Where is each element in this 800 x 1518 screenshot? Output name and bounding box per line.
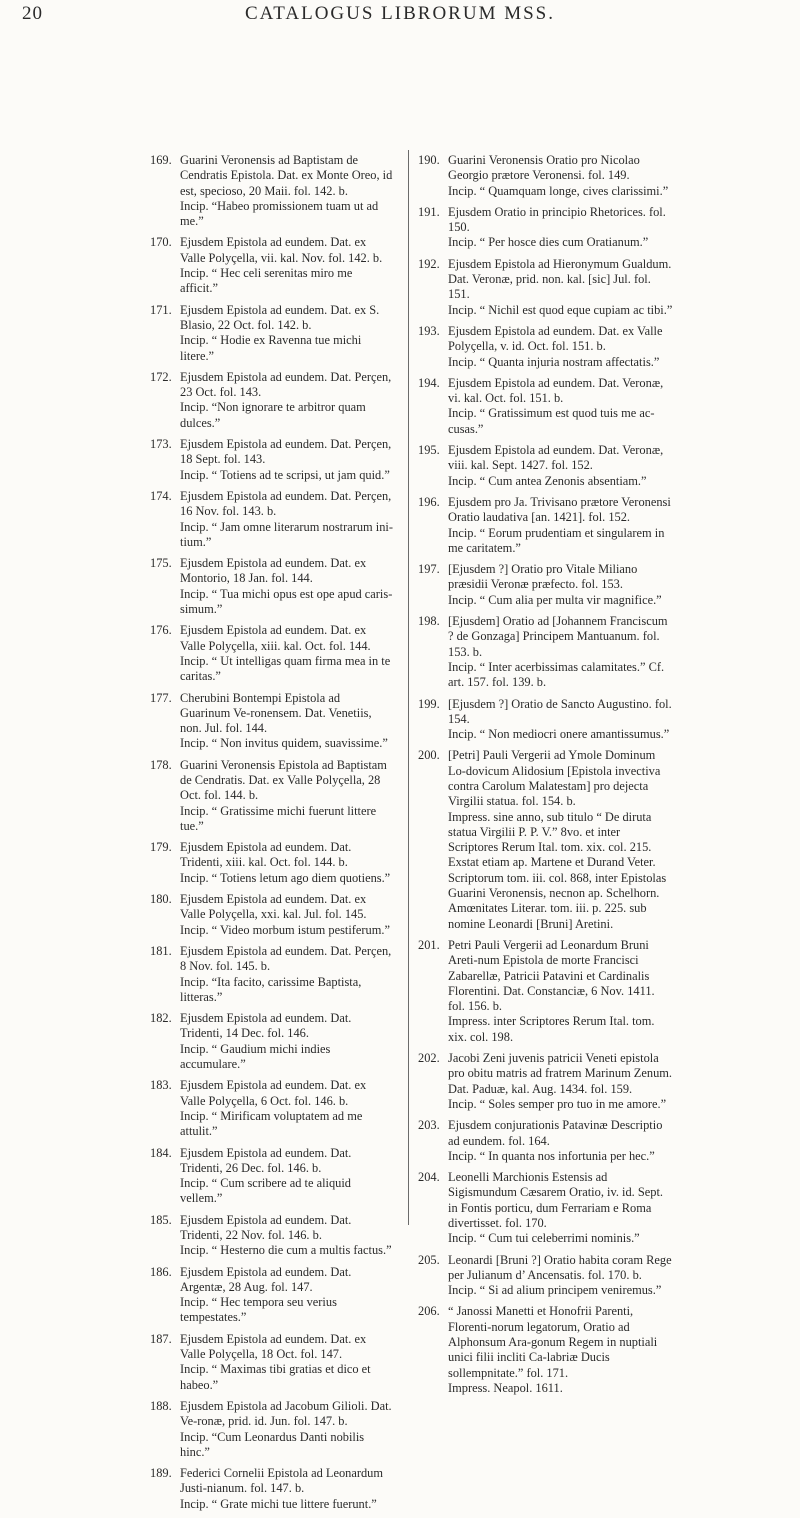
entry-number: 204.	[418, 1170, 440, 1185]
catalogue-entry	[150, 235, 393, 296]
entry-row	[418, 376, 673, 437]
entry-row	[150, 1265, 393, 1326]
entry-incipit: Incip. “ Non invitus quidem, suavissime.”	[180, 736, 388, 751]
entry-incipit: Incip. “ Hec tempora seu verius tempestates.”	[180, 1295, 337, 1325]
entry-body	[180, 556, 393, 617]
entry-incipit: Incip. “ Non mediocri onere amantissumus.”	[448, 727, 670, 742]
entry-body	[180, 758, 393, 834]
catalogue-entry	[150, 1146, 393, 1207]
entry-number: 189.	[150, 1466, 172, 1481]
entry-row	[150, 489, 393, 550]
entry-incipit: Incip. “ Mirificam voluptatem ad me attulit.”	[180, 1108, 363, 1139]
catalogue-entry	[150, 758, 393, 834]
entry-incipit: Incip. “ Jam omne literarum nostrarum ini-tium.”	[180, 519, 393, 549]
entry-description: Ejusdem Oratio in principio Rhetorices. fol. 150.	[448, 204, 666, 235]
entry-description: Ejusdem Epistola ad eundem. Dat. ex Montorio, 18 Jan. fol. 144.	[180, 556, 367, 586]
entry-body	[180, 1011, 393, 1072]
entry-row	[418, 748, 673, 932]
entry-number: 190.	[418, 153, 440, 167]
entry-number: 197.	[418, 562, 440, 577]
entry-body	[180, 1399, 393, 1460]
catalogue-entry	[150, 437, 393, 483]
entry-row	[418, 1253, 673, 1299]
entry-incipit: Incip. “ Cum antea Zenonis absentiam.”	[448, 473, 647, 488]
catalogue-entry	[150, 1213, 393, 1259]
catalogue-entry	[418, 748, 673, 932]
entry-description: Ejusdem Epistola ad eundem. Dat. ex Valle Polyçella, v. id. Oct. fol. 151. b.	[448, 323, 663, 354]
catalogue-entry	[418, 495, 673, 556]
entry-row	[150, 1399, 393, 1460]
entry-number: 192.	[418, 256, 440, 271]
catalogue-entry	[418, 1304, 673, 1396]
catalogue-entry	[418, 1253, 673, 1299]
entry-row	[150, 623, 393, 684]
entry-row	[150, 691, 393, 752]
entry-row	[418, 562, 673, 608]
entry-number: 205.	[418, 1252, 440, 1267]
entry-description: [Ejusdem ?] Oratio pro Vitale Miliano præsidii Veronæ præfecto. fol. 153.	[448, 562, 638, 592]
entry-number: 178.	[150, 757, 172, 772]
entry-incipit: Incip. “ Inter acerbissimas calamitates.” Cf. art. 157. fol. 139. b.	[448, 659, 665, 690]
entry-row	[150, 556, 393, 617]
entry-row	[150, 153, 393, 229]
catalogue-entry	[150, 1011, 393, 1072]
entry-number: 181.	[150, 943, 172, 958]
entry-body	[448, 205, 673, 251]
page-header	[0, 0, 800, 40]
entry-body	[180, 892, 393, 938]
entry-body	[448, 1253, 673, 1299]
entry-body	[448, 1304, 673, 1396]
entry-description: Ejusdem Epistola ad eundem. Dat. Perçen, 16 Nov. fol. 143. b.	[180, 488, 392, 519]
entry-description: Ejusdem Epistola ad eundem. Dat. Argentæ, 28 Aug. fol. 147.	[180, 1264, 352, 1294]
entry-row	[150, 1078, 393, 1139]
entry-description: Jacobi Zeni juvenis patricii Veneti epistola pro obitu matris ad fratrem Marinum Zenum. Dat. Paduæ, kal. Aug. 1434. fol. 159.	[448, 1051, 673, 1096]
entry-incipit: Incip. “ Nichil est quod eque cupiam ac tibi.”	[448, 302, 673, 317]
entry-number: 187.	[150, 1331, 172, 1346]
entry-body	[180, 489, 393, 550]
entry-row	[150, 303, 393, 364]
entry-number: 177.	[150, 690, 172, 705]
entry-body	[180, 1146, 393, 1207]
entry-description: Leonardi [Bruni ?] Oratio habita coram Rege per Julianum d’ Ancensatis. fol. 170. b.	[448, 1252, 672, 1282]
catalogue-entry	[418, 153, 673, 199]
entry-row	[418, 1051, 673, 1112]
catalogue-entry	[418, 205, 673, 251]
entry-body	[448, 257, 673, 318]
entry-number: 191.	[418, 204, 440, 219]
entry-description: Federici Cornelii Epistola ad Leonardum Justi-nianum. fol. 147. b.	[180, 1466, 384, 1496]
catalogue-entry	[150, 556, 393, 617]
entry-number: 172.	[150, 369, 172, 384]
entry-incipit: Incip. “ Quanta injuria nostram affectatis.”	[448, 354, 660, 369]
catalogue-entry	[150, 1399, 393, 1460]
entry-description: Ejusdem Epistola ad eundem. Dat. ex Valle Polyçella, vii. kal. Nov. fol. 142. b.	[180, 235, 383, 265]
entry-description: Ejusdem Epistola ad eundem. Dat. Veronæ, vi. kal. Oct. fol. 151. b.	[448, 375, 664, 406]
entry-description: Ejusdem Epistola ad eundem. Dat. ex Valle Polyçella, xxi. kal. Jul. fol. 145.	[180, 892, 367, 922]
entry-body	[180, 235, 393, 296]
entry-body	[448, 443, 673, 489]
entry-incipit: Incip. “ Gratissime michi fuerunt littere tue.”	[180, 803, 377, 833]
entry-number: 176.	[150, 623, 172, 638]
entry-row	[418, 443, 673, 489]
entry-incipit: Impress. inter Scriptores Rerum Ital. tom. xix. col. 198.	[448, 1014, 655, 1044]
catalogue-entry	[150, 153, 393, 229]
left-column	[150, 153, 393, 1518]
entry-row	[418, 495, 673, 556]
entry-incipit: Incip. “Non ignorare te arbitror quam dulces.”	[180, 400, 366, 430]
entry-incipit: Incip. “ Per hosce dies cum Oratianum.”	[448, 235, 649, 250]
entry-number: 199.	[418, 696, 440, 711]
catalogue-entry	[150, 1265, 393, 1326]
entry-incipit: Incip. “ Cum scribere ad te aliquid vellem.”	[180, 1176, 352, 1206]
entry-row	[418, 324, 673, 370]
entry-body	[448, 748, 673, 932]
entry-description: Guarini Veronensis Epistola ad Baptistam de Cendratis. Dat. ex Valle Polyçella, 28 Oct. fol. 144. b.	[180, 757, 387, 803]
entry-body	[180, 437, 393, 483]
page-number: 20	[22, 3, 43, 24]
entry-body	[448, 697, 673, 743]
entry-description: [Ejusdem ?] Oratio de Sancto Augustino. fol. 154.	[448, 696, 672, 726]
entry-description: Ejusdem Epistola ad Jacobum Gilioli. Dat. Ve-ronæ, prid. id. Jun. fol. 147. b.	[180, 1398, 392, 1429]
entry-description: Ejusdem Epistola ad eundem. Dat. ex Valle Polyçella, 6 Oct. fol. 146. b.	[180, 1078, 367, 1108]
entry-incipit: Impress. sine anno, sub titulo “ De diruta statua Virgilii P. P. V.” 8vo. et inter Scriptores Rerum Ital. tom. xix. col. 215. Exstat etiam ap. Martene et Durand Veter. Scriptorum tom. iii. col. 868, inter Epistolas Guarini Veronensis, necnon ap. Schelhorn. Amœnitates Literar. tom. iii. p. 225. sub nomine Leonardi [Bruni] Aretini.	[448, 809, 667, 931]
entry-body	[448, 495, 673, 556]
entry-number: 171.	[150, 302, 172, 317]
entry-body	[448, 1170, 673, 1246]
entry-row	[418, 153, 673, 199]
entry-number: 180.	[150, 892, 172, 907]
catalogue-entry	[418, 324, 673, 370]
entry-incipit: Incip. “ Hec celi serenitas miro me afficit.”	[180, 266, 353, 296]
entry-row	[418, 697, 673, 743]
catalogue-entry	[418, 938, 673, 1045]
catalogue-entry	[418, 697, 673, 743]
entry-row	[150, 1146, 393, 1207]
entry-body	[180, 1078, 393, 1139]
entry-number: 174.	[150, 488, 172, 503]
entry-description: Guarini Veronensis Oratio pro Nicolao Georgio prætore Veronensi. fol. 149.	[448, 153, 640, 183]
catalogue-entry	[150, 840, 393, 886]
entry-row	[418, 1304, 673, 1396]
catalogue-entry	[150, 1078, 393, 1139]
entry-number: 201.	[418, 937, 440, 952]
entry-description: Leonelli Marchionis Estensis ad Sigismundum Cæsarem Oratio, iv. id. Sept. in Fontis porticu, dum Ferrariam e Roma divertisset. fol. 170.	[448, 1170, 663, 1230]
catalogue-entry	[418, 376, 673, 437]
entry-incipit: Incip. “ Video morbum istum pestiferum.”	[180, 922, 390, 937]
entry-incipit: Incip. “ Totiens ad te scripsi, ut jam quid.”	[180, 467, 390, 482]
catalogue-entry	[150, 691, 393, 752]
entry-number: 202.	[418, 1051, 440, 1066]
catalogue-entry	[418, 562, 673, 608]
entry-body	[448, 1118, 673, 1164]
entry-row	[150, 944, 393, 1005]
entry-row	[150, 1011, 393, 1072]
entry-description: [Petri] Pauli Vergerii ad Ymole Dominum Lo-dovicum Alidosium [Epistola invectiva contra Carolum Malatestam] pro dejecta Virgilii statua. fol. 154. b.	[448, 748, 661, 809]
catalogue-entry	[418, 443, 673, 489]
catalogue-entry	[150, 303, 393, 364]
entry-description: Ejusdem conjurationis Patavinæ Descriptio ad eundem. fol. 164.	[448, 1118, 663, 1148]
entry-row	[150, 1466, 393, 1512]
running-title: CATALOGUS LIBRORUM MSS.	[245, 3, 555, 24]
entry-row	[418, 938, 673, 1045]
entry-row	[418, 1170, 673, 1246]
entry-description: [Ejusdem] Oratio ad [Johannem Franciscum ? de Gonzaga] Principem Mantuanum. fol. 153. b.	[448, 614, 668, 659]
entry-body	[180, 370, 393, 431]
entry-description: Ejusdem Epistola ad eundem. Dat. Tridenti, xiii. kal. Oct. fol. 144. b.	[180, 840, 352, 870]
entry-row	[150, 1213, 393, 1259]
entry-number: 184.	[150, 1145, 172, 1160]
entry-row	[418, 257, 673, 318]
entry-row	[150, 235, 393, 296]
entry-incipit: Incip. “ Eorum prudentiam et singularem in me caritatem.”	[448, 525, 665, 555]
entry-body	[448, 153, 673, 199]
entry-body	[180, 1265, 393, 1326]
entry-body	[180, 1332, 393, 1393]
entry-incipit: Incip. “ Tua michi opus est ope apud caris-simum.”	[180, 586, 393, 617]
entry-number: 203.	[418, 1118, 440, 1133]
catalogue-entry	[150, 892, 393, 938]
entry-number: 173.	[150, 437, 172, 452]
entry-body	[448, 562, 673, 608]
entry-incipit: Incip. “ Gratissimum est quod tuis me ac-cusas.”	[448, 406, 655, 436]
catalogue-entry	[418, 1051, 673, 1112]
entry-incipit: Incip. “ Quamquam longe, cives clarissimi.”	[448, 183, 669, 198]
entry-incipit: Incip. “ Si ad alium principem veniremus.”	[448, 1283, 662, 1298]
entry-number: 206.	[418, 1304, 440, 1319]
entry-number: 186.	[150, 1264, 172, 1279]
entry-incipit: Impress. Neapol. 1611.	[448, 1380, 563, 1395]
entry-incipit: Incip. “ Grate michi tue littere fuerunt.”	[180, 1496, 377, 1511]
catalogue-entry	[418, 1170, 673, 1246]
entry-row	[150, 370, 393, 431]
entry-number: 195.	[418, 443, 440, 458]
entry-row	[150, 437, 393, 483]
catalogue-entry	[150, 1332, 393, 1393]
entry-body	[448, 1051, 673, 1112]
entry-incipit: Incip. “ Totiens letum ago diem quotiens.”	[180, 870, 391, 885]
entry-description: Ejusdem Epistola ad Hieronymum Gualdum. Dat. Veronæ, prid. non. kal. [sic] Jul. fol. 151.	[448, 256, 672, 302]
entry-row	[150, 758, 393, 834]
catalogue-entry	[150, 944, 393, 1005]
entry-body	[180, 153, 393, 229]
entry-incipit: Incip. “ In quanta nos infortunia per hec.”	[448, 1148, 655, 1163]
entry-incipit: Incip. “ Hodie ex Ravenna tue michi litere.”	[180, 333, 362, 363]
catalogue-entry	[150, 489, 393, 550]
entry-number: 170.	[150, 235, 172, 250]
entry-incipit: Incip. “Cum Leonardus Danti nobilis hinc.”	[180, 1429, 365, 1459]
catalogue-entry	[418, 614, 673, 690]
entry-description: Ejusdem Epistola ad eundem. Dat. Perçen, 8 Nov. fol. 145. b.	[180, 943, 392, 974]
entry-incipit: Incip. “ Cum alia per multa vir magnifice.”	[448, 592, 662, 607]
entry-number: 183.	[150, 1078, 172, 1093]
entry-incipit: Incip. “ Cum tui celeberrimi nominis.”	[448, 1231, 640, 1246]
entry-description: Ejusdem Epistola ad eundem. Dat. Tridenti, 14 Dec. fol. 146.	[180, 1011, 352, 1041]
entry-body	[448, 376, 673, 437]
entry-number: 196.	[418, 494, 440, 509]
entry-description: Ejusdem Epistola ad eundem. Dat. ex Valle Polyçella, 18 Oct. fol. 147.	[180, 1331, 367, 1362]
column-divider	[408, 150, 409, 1225]
entry-description: Cherubini Bontempi Epistola ad Guarinum Ve-ronensem. Dat. Venetiis, non. Jul. fol. 144.	[180, 690, 372, 736]
entry-number: 182.	[150, 1011, 172, 1026]
entry-description: “ Janossi Manetti et Honofrii Parenti, Florenti-norum legatorum, Oratio ad Alphonsum Ara-gonum Regem in nuptiali unici filii incliti Ca-labriæ Ducis sollempnitate.” fol. 171.	[448, 1304, 658, 1380]
catalogue-entry	[150, 370, 393, 431]
entry-body	[180, 1466, 393, 1512]
entry-incipit: Incip. “ Ut intelligas quam firma mea in te caritas.”	[180, 653, 391, 684]
entry-number: 169.	[150, 153, 172, 167]
entry-description: Ejusdem Epistola ad eundem. Dat. Perçen, 18 Sept. fol. 143.	[180, 437, 392, 467]
right-column	[418, 153, 673, 1402]
entry-body	[180, 840, 393, 886]
catalogue-entry	[418, 1118, 673, 1164]
entry-number: 200.	[418, 748, 440, 763]
entry-row	[150, 840, 393, 886]
entry-description: Ejusdem pro Ja. Trivisano prætore Veronensi Oratio laudativa [an. 1421]. fol. 152.	[448, 494, 671, 525]
entry-description: Ejusdem Epistola ad eundem. Dat. Tridenti, 26 Dec. fol. 146. b.	[180, 1145, 352, 1175]
entry-body	[448, 614, 673, 690]
entry-number: 179.	[150, 840, 172, 855]
entry-description: Ejusdem Epistola ad eundem. Dat. Veronæ, viii. kal. Sept. 1427. fol. 152.	[448, 443, 664, 473]
entry-body	[180, 691, 393, 752]
entry-incipit: Incip. “Habeo promissionem tuam ut ad me.”	[180, 198, 379, 229]
entry-description: Ejusdem Epistola ad eundem. Dat. Tridenti, 22 Nov. fol. 146. b.	[180, 1212, 352, 1242]
catalogue-entry	[150, 623, 393, 684]
entry-description: Guarini Veronensis ad Baptistam de Cendratis Epistola. Dat. ex Monte Oreo, id est, specioso, 20 Maii. fol. 142. b.	[180, 153, 393, 198]
entry-body	[448, 324, 673, 370]
entry-row	[418, 205, 673, 251]
entry-number: 198.	[418, 614, 440, 629]
entry-body	[448, 938, 673, 1045]
entry-row	[150, 892, 393, 938]
entry-body	[180, 623, 393, 684]
entry-row	[418, 614, 673, 690]
entry-number: 185.	[150, 1212, 172, 1227]
entry-row	[150, 1332, 393, 1393]
entry-description: Ejusdem Epistola ad eundem. Dat. ex Valle Polyçella, xiii. kal. Oct. fol. 144.	[180, 623, 371, 653]
entry-incipit: Incip. “ Hesterno die cum a multis factus.”	[180, 1243, 392, 1258]
entry-description: Ejusdem Epistola ad eundem. Dat. ex S. Blasio, 22 Oct. fol. 142. b.	[180, 302, 380, 332]
entry-description: Petri Pauli Vergerii ad Leonardum Bruni Areti-num Epistola de morte Francisci Zabarellæ, Patricii Patavini et Cardinalis Florentini. Dat. Constanciæ, 6 Nov. 1411. fol. 156. b.	[448, 937, 655, 1014]
entry-description: Ejusdem Epistola ad eundem. Dat. Perçen, 23 Oct. fol. 143.	[180, 369, 392, 400]
entry-number: 188.	[150, 1398, 172, 1413]
entry-number: 194.	[418, 375, 440, 390]
entry-row	[418, 1118, 673, 1164]
entry-incipit: Incip. “ Maximas tibi gratias et dico et habeo.”	[180, 1362, 371, 1392]
entry-body	[180, 944, 393, 1005]
catalogue-entry	[150, 1466, 393, 1512]
entry-body	[180, 1213, 393, 1259]
entry-incipit: Incip. “Ita facito, carissime Baptista, litteras.”	[180, 974, 362, 1004]
entry-incipit: Incip. “ Gaudium michi indies accumulare.”	[180, 1041, 331, 1072]
entry-number: 175.	[150, 556, 172, 571]
catalogue-entry	[418, 257, 673, 318]
entry-body	[180, 303, 393, 364]
entry-number: 193.	[418, 323, 440, 338]
entry-incipit: Incip. “ Soles semper pro tuo in me amore.”	[448, 1096, 667, 1111]
